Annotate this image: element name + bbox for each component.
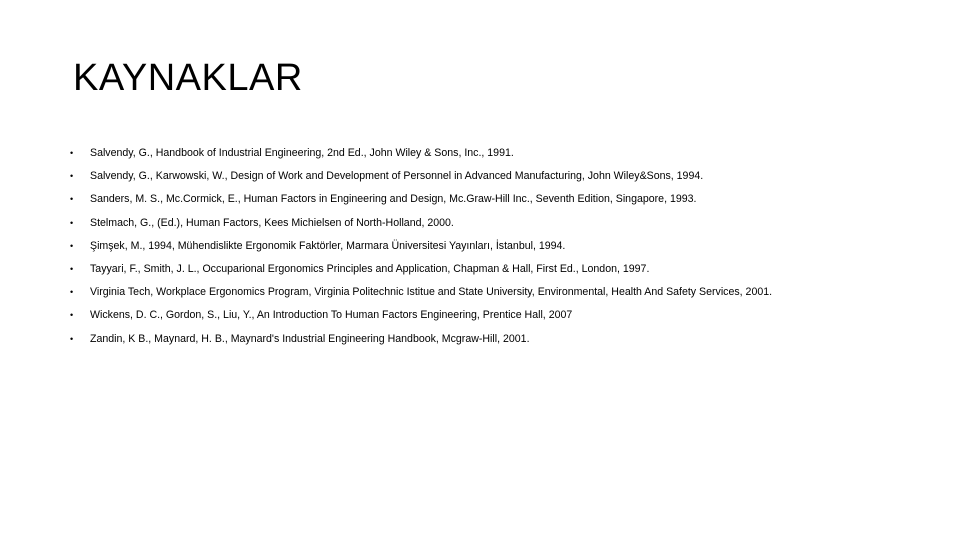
reference-list — [70, 142, 940, 351]
list-item — [70, 235, 940, 258]
bullet-icon: • — [70, 333, 74, 344]
bullet-icon: • — [70, 217, 74, 228]
reference-text: Sanders, M. S., Mc.Cormick, E., Human Factors in Engineering and Design, Mc.Graw-Hill Inc., Seventh Edition, Singapore, 1993. — [90, 193, 697, 206]
reference-text: Stelmach, G., (Ed.), Human Factors, Kees Michielsen of North-Holland, 2000. — [90, 216, 454, 229]
bullet-icon: • — [70, 148, 74, 158]
reference-text: Wickens, D. C., Gordon, S., Liu, Y., An Introduction To Human Factors Engineering, Prentice Hall, 2007 — [90, 309, 573, 322]
bullet-icon: • — [70, 310, 74, 321]
list-item — [70, 165, 940, 188]
list-item — [70, 281, 940, 304]
reference-text: Zandin, K B., Maynard, H. B., Maynard's Industrial Engineering Handbook, Mcgraw-Hill, 2001. — [90, 332, 530, 345]
bullet-icon: • — [70, 240, 74, 251]
bullet-icon: • — [70, 287, 74, 298]
list-item — [70, 258, 940, 281]
bullet-icon: • — [70, 263, 74, 274]
list-item — [70, 212, 940, 235]
bullet-icon: • — [70, 171, 74, 182]
reference-text: Tayyari, F., Smith, J. L., Occuparional Ergonomics Principles and Application, Chapman & Hall, First Ed., London, 1997. — [90, 262, 650, 275]
reference-text: Şimşek, M., 1994, Mühendislikte Ergonomik Faktörler, Marmara Üniversitesi Yayınları, İstanbul, 1994. — [90, 239, 566, 252]
list-item — [70, 142, 940, 165]
reference-text: Salvendy, G., Karwowski, W., Design of Work and Development of Personnel in Advanced Manufacturing, John Wiley&Sons, 1994. — [90, 170, 704, 183]
list-item — [70, 188, 940, 211]
page-title: KAYNAKLAR — [73, 57, 303, 99]
reference-text: Salvendy, G., Handbook of Industrial Engineering, 2nd Ed., John Wiley & Sons, Inc., 1991. — [90, 147, 514, 159]
list-item — [70, 304, 940, 327]
bullet-icon: • — [70, 194, 74, 205]
reference-text: Virginia Tech, Workplace Ergonomics Program, Virginia Politechnic Istitue and State University, Environmental, Health And Safety Services, 2001. — [90, 286, 773, 299]
list-item — [70, 328, 940, 351]
